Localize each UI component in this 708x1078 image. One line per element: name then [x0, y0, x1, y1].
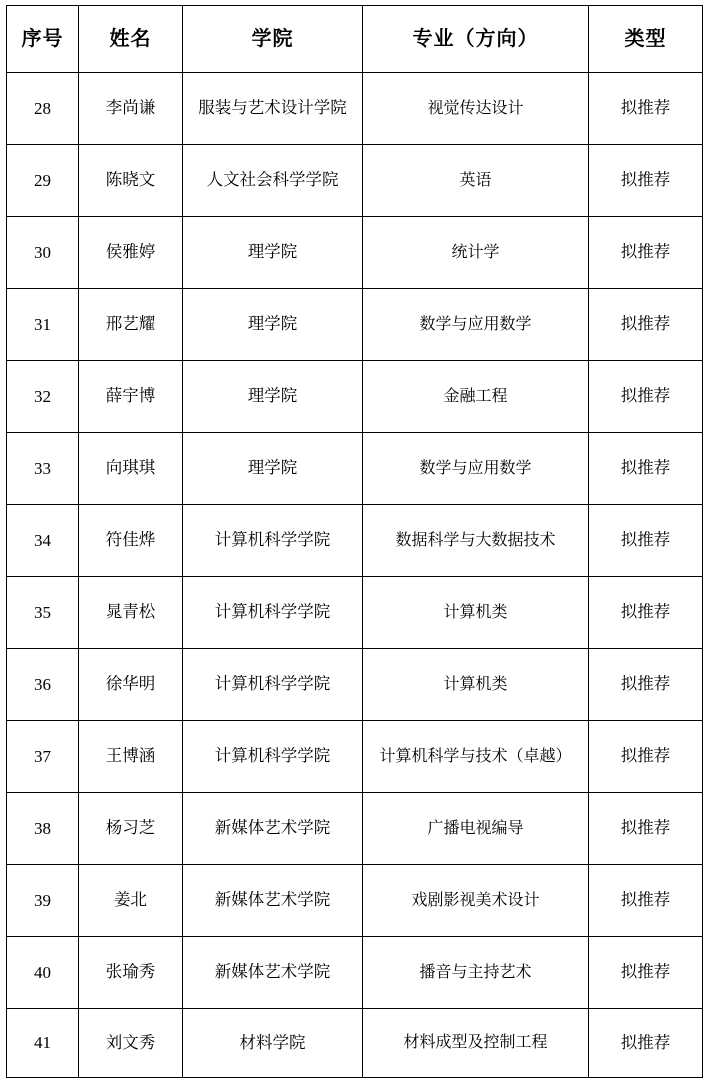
cell-index: 30: [7, 217, 79, 289]
cell-index: 33: [7, 433, 79, 505]
cell-college: 计算机科学学院: [183, 649, 363, 721]
table-row: [7, 865, 703, 937]
cell-type: 拟推荐: [589, 937, 703, 1009]
table-row: [7, 649, 703, 721]
cell-college: 人文社会科学学院: [183, 145, 363, 217]
table-body: [7, 73, 703, 1078]
table-row: [7, 793, 703, 865]
cell-name: 张瑜秀: [79, 937, 183, 1009]
cell-college: 计算机科学学院: [183, 721, 363, 793]
cell-type: 拟推荐: [589, 361, 703, 433]
table-row: [7, 73, 703, 145]
column-header-major: 专业（方向）: [363, 6, 589, 73]
cell-type: 拟推荐: [589, 73, 703, 145]
cell-name: 向琪琪: [79, 433, 183, 505]
cell-type: 拟推荐: [589, 793, 703, 865]
cell-type: 拟推荐: [589, 289, 703, 361]
cell-name: 侯雅婷: [79, 217, 183, 289]
table-row: [7, 361, 703, 433]
cell-major: 英语: [363, 145, 589, 217]
cell-name: 姜北: [79, 865, 183, 937]
cell-index: 39: [7, 865, 79, 937]
cell-index: 40: [7, 937, 79, 1009]
cell-type: 拟推荐: [589, 1009, 703, 1078]
table-row: [7, 721, 703, 793]
cell-index: 37: [7, 721, 79, 793]
cell-index: 38: [7, 793, 79, 865]
table-header: [7, 6, 703, 73]
cell-name: 符佳烨: [79, 505, 183, 577]
cell-major: 金融工程: [363, 361, 589, 433]
cell-name: 李尚谦: [79, 73, 183, 145]
cell-name: 刘文秀: [79, 1009, 183, 1078]
column-header-name: 姓名: [79, 6, 183, 73]
cell-name: 晁青松: [79, 577, 183, 649]
cell-type: 拟推荐: [589, 577, 703, 649]
cell-index: 36: [7, 649, 79, 721]
cell-index: 28: [7, 73, 79, 145]
cell-college: 计算机科学学院: [183, 505, 363, 577]
recommendation-roster-table: [6, 5, 703, 1078]
table-row: [7, 937, 703, 1009]
cell-major: 数据科学与大数据技术: [363, 505, 589, 577]
cell-name: 王博涵: [79, 721, 183, 793]
cell-major: 视觉传达设计: [363, 73, 589, 145]
table-row: [7, 289, 703, 361]
cell-index: 41: [7, 1009, 79, 1078]
cell-index: 32: [7, 361, 79, 433]
column-header-index: 序号: [7, 6, 79, 73]
cell-index: 34: [7, 505, 79, 577]
cell-major: 材料成型及控制工程: [363, 1009, 589, 1078]
cell-major: 戏剧影视美术设计: [363, 865, 589, 937]
cell-type: 拟推荐: [589, 433, 703, 505]
cell-type: 拟推荐: [589, 505, 703, 577]
column-header-type: 类型: [589, 6, 703, 73]
cell-college: 理学院: [183, 289, 363, 361]
cell-name: 杨习芝: [79, 793, 183, 865]
cell-college: 理学院: [183, 361, 363, 433]
cell-index: 31: [7, 289, 79, 361]
cell-college: 新媒体艺术学院: [183, 937, 363, 1009]
cell-name: 陈晓文: [79, 145, 183, 217]
table-row: [7, 577, 703, 649]
cell-major: 计算机类: [363, 649, 589, 721]
cell-college: 计算机科学学院: [183, 577, 363, 649]
cell-major: 数学与应用数学: [363, 289, 589, 361]
cell-type: 拟推荐: [589, 145, 703, 217]
table-row: [7, 433, 703, 505]
cell-name: 邢艺耀: [79, 289, 183, 361]
cell-college: 材料学院: [183, 1009, 363, 1078]
cell-college: 新媒体艺术学院: [183, 793, 363, 865]
cell-college: 理学院: [183, 217, 363, 289]
column-header-college: 学院: [183, 6, 363, 73]
cell-major: 统计学: [363, 217, 589, 289]
table-header-row: [7, 6, 703, 73]
cell-index: 35: [7, 577, 79, 649]
table-row: [7, 505, 703, 577]
table-row: [7, 145, 703, 217]
cell-type: 拟推荐: [589, 721, 703, 793]
cell-name: 薛宇博: [79, 361, 183, 433]
table-row: [7, 217, 703, 289]
cell-major: 广播电视编导: [363, 793, 589, 865]
cell-type: 拟推荐: [589, 649, 703, 721]
cell-major: 数学与应用数学: [363, 433, 589, 505]
cell-type: 拟推荐: [589, 865, 703, 937]
cell-index: 29: [7, 145, 79, 217]
cell-major: 播音与主持艺术: [363, 937, 589, 1009]
table-row: [7, 1009, 703, 1078]
cell-major: 计算机类: [363, 577, 589, 649]
cell-name: 徐华明: [79, 649, 183, 721]
cell-college: 服装与艺术设计学院: [183, 73, 363, 145]
cell-type: 拟推荐: [589, 217, 703, 289]
cell-college: 理学院: [183, 433, 363, 505]
cell-major: 计算机科学与技术（卓越）: [363, 721, 589, 793]
cell-college: 新媒体艺术学院: [183, 865, 363, 937]
